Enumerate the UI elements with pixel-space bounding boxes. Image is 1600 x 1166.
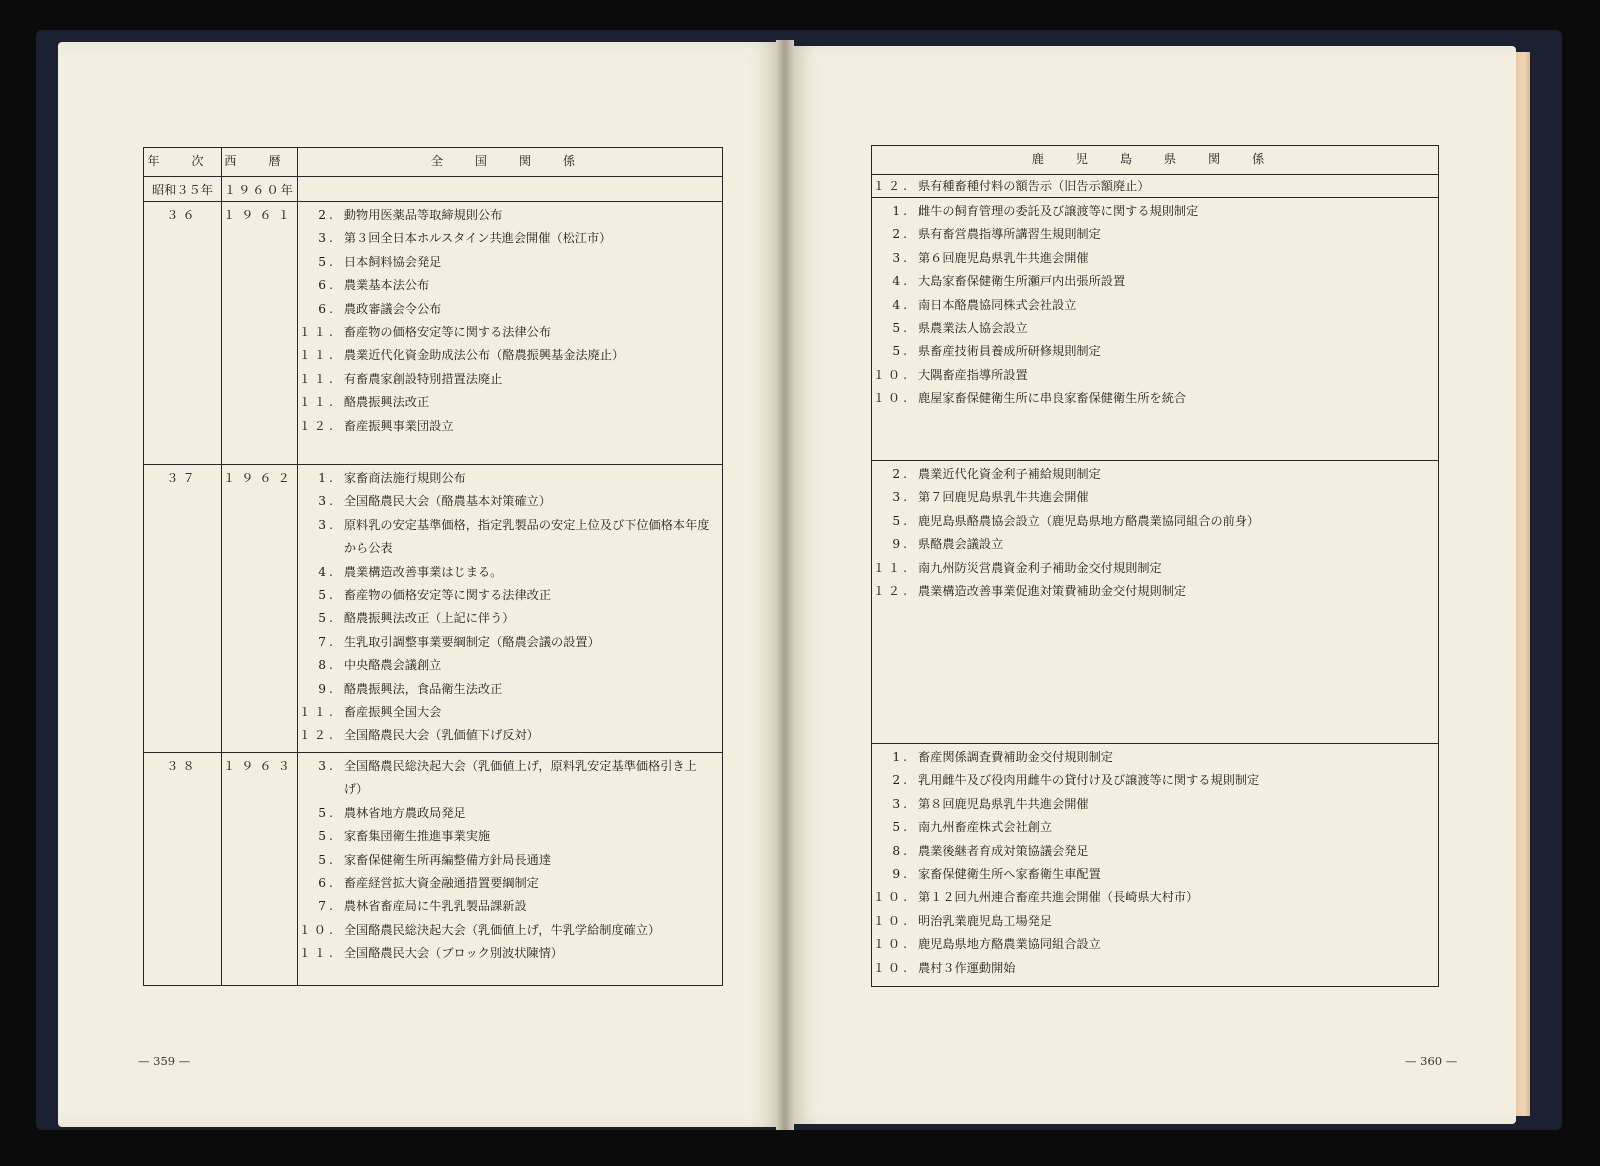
- event-text: 農業後継者育成対策協議会発足: [918, 843, 1089, 858]
- event-month: １１.: [298, 348, 336, 363]
- group-events: [872, 198, 1439, 461]
- list-item: [298, 298, 722, 321]
- table-row: [144, 465, 723, 753]
- event-month: 3.: [318, 231, 336, 246]
- event-month: 5.: [318, 829, 336, 844]
- event-month: １１.: [298, 325, 336, 340]
- event-month: 5.: [892, 321, 910, 336]
- event-month: １０.: [298, 922, 336, 937]
- event-text: 家畜集団衛生推進事業実施: [343, 829, 491, 844]
- list-item: [872, 840, 1438, 863]
- list-item: [298, 274, 722, 297]
- list-item: [872, 510, 1438, 533]
- event-text: から公表: [343, 541, 393, 556]
- event-month: １２.: [872, 179, 910, 193]
- event-text: 明治乳業鹿児島工場発足: [918, 913, 1053, 928]
- event-month: 5.: [318, 805, 336, 820]
- list-item: [298, 321, 722, 344]
- event-month: １０.: [872, 890, 910, 905]
- page-number-right: — 360 —: [1405, 1054, 1458, 1068]
- list-item: [872, 340, 1438, 363]
- event-month: 6.: [318, 875, 336, 890]
- event-month: １１.: [298, 395, 336, 410]
- event-text: 県農業法人協会設立: [918, 321, 1028, 336]
- page-edge: [1516, 52, 1530, 1116]
- event-text: 畜産振興事業団設立: [343, 418, 454, 433]
- event-text: 畜産関係調査費補助金交付規則制定: [918, 750, 1113, 764]
- table-row: [872, 198, 1439, 461]
- list-item: [298, 701, 722, 724]
- event-month: １０.: [872, 937, 910, 952]
- event-month: １２.: [298, 728, 336, 743]
- event-month: 5.: [318, 254, 336, 269]
- event-month: １１.: [872, 560, 910, 575]
- event-text: 農林省地方農政局発足: [343, 805, 466, 820]
- table-row: [144, 202, 723, 465]
- event-month: 4.: [892, 297, 910, 312]
- event-month: 1.: [318, 471, 336, 485]
- event-month: １０.: [872, 391, 910, 406]
- event-month: １１.: [298, 705, 336, 720]
- intro-event: [872, 175, 1439, 198]
- event-text: 第１２回九州連合畜産共進会開催（長崎県大村市）: [918, 890, 1199, 905]
- event-text: 農業基本法公布: [343, 278, 430, 293]
- event-text: 全国酪農民総決起大会（乳価値上げ，牛乳学給制度確立）: [343, 922, 661, 937]
- page-number-left: — 359 —: [138, 1054, 191, 1068]
- event-text: 第７回鹿児島県乳牛共進会開催: [918, 490, 1089, 505]
- event-month: １１.: [298, 371, 336, 386]
- event-month: 2.: [892, 227, 910, 242]
- list-item: [298, 895, 722, 918]
- event-text: 南日本酪農協同株式会社設立: [918, 297, 1077, 312]
- event-text: 全国酪農民大会（乳価値下げ反対）: [343, 728, 539, 743]
- table-row: [144, 752, 723, 985]
- event-month: 8.: [892, 843, 910, 858]
- event-month: １１.: [298, 946, 336, 961]
- national-timeline-table: [143, 147, 723, 986]
- event-month: [298, 537, 344, 560]
- list-item: [298, 631, 722, 654]
- event-text: 第３回全日本ホルスタイン共進会開催（松江市）: [343, 231, 612, 246]
- event-text: 南九州防災営農資金利子補助金交付規則制定: [918, 560, 1162, 575]
- event-text: 畜産経営拡大資金融通措置要綱制定: [343, 875, 539, 890]
- event-text: 大島家畜保健衛生所瀬戸内出張所設置: [918, 274, 1126, 289]
- event-text: 畜産物の価格安定等に関する法律公布: [343, 325, 552, 340]
- list-item: [298, 561, 722, 584]
- list-item: [298, 849, 722, 872]
- event-month: １０.: [872, 913, 910, 928]
- list-item: [298, 778, 722, 801]
- list-item: [872, 270, 1438, 293]
- event-text: 動物用医薬品等取締規則公布: [343, 208, 503, 222]
- event-text: 鹿屋家畜保健衛生所に串良家畜保健衛生所を統合: [918, 391, 1187, 406]
- list-item: [298, 204, 722, 227]
- event-text: 農業近代化資金利子補給規則制定: [918, 467, 1101, 481]
- event-month: 1.: [892, 204, 910, 218]
- event-text: 家畜保健衛生所再編整備方針局長通達: [343, 852, 552, 867]
- event-text: 生乳取引調整事業要綱制定（酪農会議の設置）: [343, 634, 600, 649]
- event-month: 8.: [318, 658, 336, 673]
- header-national: 全 国 関 係: [297, 148, 722, 177]
- list-item: [872, 746, 1438, 769]
- list-item: [872, 886, 1438, 909]
- list-item: [872, 223, 1438, 246]
- table-row: [872, 461, 1439, 744]
- list-item: [298, 368, 722, 391]
- row-events: [297, 752, 722, 985]
- event-month: 3.: [318, 758, 336, 773]
- event-text: 全国酪農民大会（ブロック別波状陳情）: [343, 946, 563, 961]
- event-text: 日本飼料協会発足: [343, 254, 442, 269]
- event-text: 農林省畜産局に牛乳乳製品課新設: [343, 899, 527, 914]
- list-item: [872, 387, 1438, 410]
- event-text: 県畜産技術員養成所研修規則制定: [918, 344, 1101, 359]
- event-text: 農村３作運動開始: [918, 960, 1016, 975]
- group-events: [872, 744, 1439, 987]
- event-text: 全国酪農民大会（酪農基本対策確立）: [343, 494, 552, 509]
- list-item: [872, 364, 1438, 387]
- event-text: げ）: [343, 782, 369, 797]
- list-item: [872, 793, 1438, 816]
- list-item: [298, 654, 722, 677]
- list-item: [298, 514, 722, 537]
- event-month: [298, 778, 344, 801]
- row-era: １９６３: [221, 752, 297, 985]
- list-item: [298, 607, 722, 630]
- event-month: １０.: [872, 367, 910, 382]
- event-month: 5.: [318, 588, 336, 603]
- event-month: 3.: [892, 250, 910, 265]
- event-month: 7.: [318, 899, 336, 914]
- header-prefecture: 鹿 児 島 県 関 係: [872, 146, 1439, 175]
- event-month: 5.: [892, 820, 910, 835]
- event-month: 3.: [318, 494, 336, 509]
- list-item: [872, 933, 1438, 956]
- event-month: 6.: [318, 278, 336, 293]
- list-item: [872, 533, 1438, 556]
- event-text: 畜産物の価格安定等に関する法律改正: [343, 588, 552, 603]
- event-text: 雌牛の飼育管理の委託及び譲渡等に関する規則制定: [918, 204, 1199, 218]
- event-text: 県有種畜種付料の額告示（旧告示額廃止）: [918, 179, 1150, 193]
- event-month: 5.: [892, 344, 910, 359]
- event-text: 大隅畜産指導所設置: [918, 367, 1028, 382]
- event-text: 中央酪農会議創立: [343, 658, 442, 673]
- event-text: 県有畜営農指導所講習生規則制定: [918, 227, 1101, 242]
- event-month: １０.: [872, 960, 910, 975]
- event-month: 9.: [892, 867, 910, 882]
- event-month: 7.: [318, 634, 336, 649]
- event-text: 有畜農家創設特別措置法廃止: [343, 371, 503, 386]
- event-month: 4.: [892, 274, 910, 289]
- list-item: [298, 755, 722, 778]
- list-item: [872, 957, 1438, 980]
- list-item: [872, 557, 1438, 580]
- list-item: [298, 919, 722, 942]
- header-era: 西 暦: [221, 148, 297, 177]
- list-item: [872, 294, 1438, 317]
- list-item: [298, 825, 722, 848]
- row-year: ３８: [144, 752, 222, 985]
- intro-era: １９６０年: [221, 177, 297, 202]
- list-item: [872, 816, 1438, 839]
- list-item: [298, 251, 722, 274]
- event-text: 県酪農会議設立: [918, 537, 1004, 552]
- event-month: １２.: [298, 418, 336, 433]
- event-month: 9.: [892, 537, 910, 552]
- event-month: 2.: [892, 467, 910, 481]
- event-month: 5.: [318, 611, 336, 626]
- row-era: １９６１: [221, 202, 297, 465]
- list-item: [872, 247, 1438, 270]
- list-item: [298, 537, 722, 560]
- event-text: 全国酪農民総決起大会（乳価値上げ，原料乳安定基準価格引き上: [343, 758, 697, 773]
- list-item: [298, 415, 722, 438]
- event-text: 第８回鹿児島県乳牛共進会開催: [918, 796, 1089, 811]
- event-month: 3.: [892, 490, 910, 505]
- list-item: [872, 769, 1438, 792]
- row-year: ３６: [144, 202, 222, 465]
- event-month: 3.: [892, 796, 910, 811]
- intro-blank: [297, 177, 722, 202]
- event-text: 酪農振興法改正（上記に伴う）: [343, 611, 515, 626]
- event-text: 家畜商法施行規則公布: [343, 471, 466, 485]
- event-month: 6.: [318, 301, 336, 316]
- event-text: 農政審議会令公布: [343, 301, 442, 316]
- event-text: 酪農振興法改正: [343, 395, 430, 410]
- event-month: 9.: [318, 681, 336, 696]
- row-year: ３７: [144, 465, 222, 753]
- event-month: 4.: [318, 564, 336, 579]
- event-text: 乳用雌牛及び役肉用雌牛の貸付け及び譲渡等に関する規則制定: [918, 773, 1260, 788]
- event-text: 農業構造改善事業はじまる。: [343, 564, 503, 579]
- list-item: [872, 486, 1438, 509]
- event-text: 鹿児島県地方酪農業協同組合設立: [918, 937, 1101, 952]
- list-item: [872, 910, 1438, 933]
- list-item: [298, 490, 722, 513]
- event-month: 2.: [892, 773, 910, 788]
- event-text: 第６回鹿児島県乳牛共進会開催: [918, 250, 1089, 265]
- event-text: 農業構造改善事業促進対策費補助金交付規則制定: [918, 584, 1187, 599]
- list-item: [298, 344, 722, 367]
- event-month: 5.: [318, 852, 336, 867]
- header-year: 年 次: [144, 148, 222, 177]
- intro-year: 昭和３５年: [144, 177, 222, 202]
- list-item: [298, 724, 722, 747]
- event-text: 農業近代化資金助成法公布（酪農振興基金法廃止）: [343, 348, 625, 363]
- list-item: [298, 467, 722, 490]
- event-month: １２.: [872, 584, 910, 599]
- list-item: [298, 942, 722, 965]
- event-text: 原料乳の安定基準価格，指定乳製品の安定上位及び下位価格本年度: [343, 517, 710, 532]
- book-gutter: [776, 40, 794, 1130]
- row-events: [297, 202, 722, 465]
- event-text: 酪農振興法，食品衛生法改正: [343, 681, 503, 696]
- list-item: [298, 678, 722, 701]
- table-row: [872, 744, 1439, 987]
- event-month: 3.: [318, 517, 336, 532]
- event-text: 畜産振興全国大会: [343, 705, 442, 720]
- list-item: [298, 584, 722, 607]
- list-item: [298, 227, 722, 250]
- event-text: 家畜保健衛生所へ家畜衛生車配置: [918, 867, 1101, 882]
- row-era: １９６２: [221, 465, 297, 753]
- list-item: [298, 872, 722, 895]
- group-events: [872, 461, 1439, 744]
- prefecture-timeline-table: [871, 145, 1439, 987]
- list-item: [872, 863, 1438, 886]
- event-text: 南九州畜産株式会社創立: [918, 820, 1053, 835]
- list-item: [872, 317, 1438, 340]
- list-item: [872, 580, 1438, 603]
- list-item: [872, 200, 1438, 223]
- list-item: [872, 463, 1438, 486]
- event-month: 5.: [892, 513, 910, 528]
- list-item: [298, 802, 722, 825]
- event-text: 鹿児島県酪農協会設立（鹿児島県地方酪農業協同組合の前身）: [918, 513, 1260, 528]
- event-month: 1.: [892, 750, 910, 764]
- row-events: [297, 465, 722, 753]
- list-item: [298, 391, 722, 414]
- event-month: 2.: [318, 208, 336, 222]
